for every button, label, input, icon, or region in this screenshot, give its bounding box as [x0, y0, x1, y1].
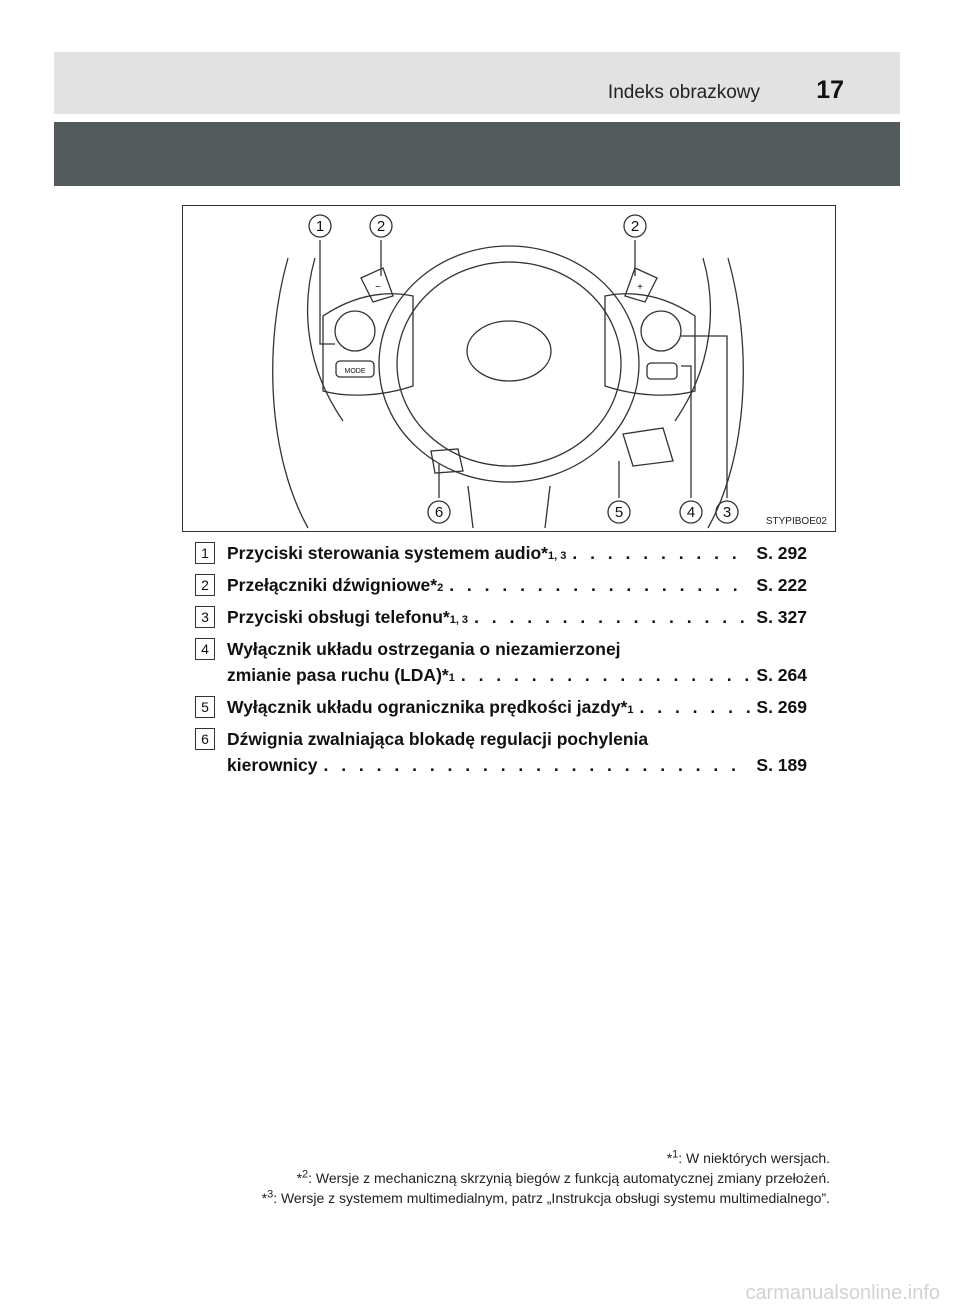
footnote: *$^1$: W niektórych wersjach. [666, 1148, 830, 1166]
page-reference[interactable]: S. 222 [756, 575, 807, 595]
dot-leader [323, 752, 750, 778]
lda-switch [647, 363, 677, 379]
item-text: Przyciski sterowania systemem audio* [227, 543, 548, 563]
item-number: 5 [195, 696, 215, 718]
item-number: 1 [195, 542, 215, 564]
section-bar [54, 122, 900, 186]
page-number: 17 [816, 76, 844, 104]
footnote: *$^3$: Wersje z systemem multimedialnym, patrz „Instrukcja obsługi systemu multimedialnego”. [261, 1188, 830, 1206]
callout-1: 1 [315, 218, 325, 235]
item-text: Przełączniki dźwigniowe* [227, 575, 438, 595]
list-item: 5 Wyłącznik układu ogranicznika prędkości jazdy* 1 . . . S. 269 [195, 694, 805, 720]
dot-leader [474, 604, 750, 630]
callout-2a: 2 [376, 218, 386, 235]
item-text: zmianie pasa ruchu (LDA)* [227, 665, 449, 685]
item-number: 6 [195, 728, 215, 750]
page-reference[interactable]: S. 189 [756, 755, 807, 775]
dot-leader [640, 694, 751, 720]
item-list [195, 540, 805, 784]
footnote: *$^2$: Wersje z mechaniczną skrzynią biegów z funkcją automatycznej zmiany przełożeń. [296, 1168, 830, 1186]
mode-label: MODE [344, 368, 366, 375]
list-item: 1 Przyciski sterowania systemem audio* 1, 3 . . . S. 292 [195, 540, 805, 566]
item-text: Wyłącznik układu ogranicznika prędkości jazdy* [227, 697, 628, 717]
plus-label: + [637, 282, 643, 293]
dot-leader [449, 572, 750, 598]
list-item: 3 Przyciski obsługi telefonu* 1, 3 . . . S. 327 [195, 604, 805, 630]
item-text: kierownicy [227, 755, 318, 775]
item-text: Dźwignia zwalniająca blokadę regulacji pochylenia [227, 729, 649, 749]
list-item [195, 726, 805, 778]
list-item: 2 Przełączniki dźwigniowe* 2 . . . S. 222 [195, 572, 805, 598]
header-title: Indeks obrazkowy [607, 82, 760, 103]
callout-4: 4 [686, 504, 696, 521]
speed-limiter-lever [623, 428, 673, 466]
rim-right [708, 258, 743, 528]
item-text: Przyciski obsługi telefonu* [227, 607, 450, 627]
page-reference[interactable]: S. 292 [756, 543, 807, 563]
item-number: 2 [195, 574, 215, 596]
callout-2b: 2 [630, 218, 640, 235]
callout-3: 3 [722, 504, 732, 521]
header-band [54, 52, 900, 114]
callout-5: 5 [614, 504, 624, 521]
item-number: 3 [195, 606, 215, 628]
rim-left [273, 258, 308, 528]
steering-wheel-illustration [183, 206, 835, 531]
callout-6: 6 [434, 504, 444, 521]
airbag-hub [379, 246, 639, 482]
item-text: Wyłącznik układu ostrzegania o niezamierzonej [227, 639, 621, 659]
minus-label: − [375, 282, 381, 293]
dot-leader [461, 662, 751, 688]
emblem [467, 321, 551, 381]
page-reference[interactable]: S. 327 [756, 607, 807, 627]
page-reference[interactable]: S. 269 [756, 697, 807, 717]
dot-leader [572, 540, 750, 566]
list-item: 4 Wyłącznik układu ostrzegania o niezamierzonej zmianie pasa ruchu (LDA)* 1 . . . S. 264 [195, 636, 805, 688]
item-number: 4 [195, 638, 215, 660]
figure-code: STYPIBOE02 [765, 516, 827, 527]
steering-wheel-figure [182, 205, 836, 532]
footnotes [262, 1148, 830, 1208]
audio-control [335, 311, 375, 351]
watermark: carmanualsonline.info [745, 1282, 940, 1304]
page-reference[interactable]: S. 264 [756, 665, 807, 685]
phone-buttons [641, 311, 681, 351]
